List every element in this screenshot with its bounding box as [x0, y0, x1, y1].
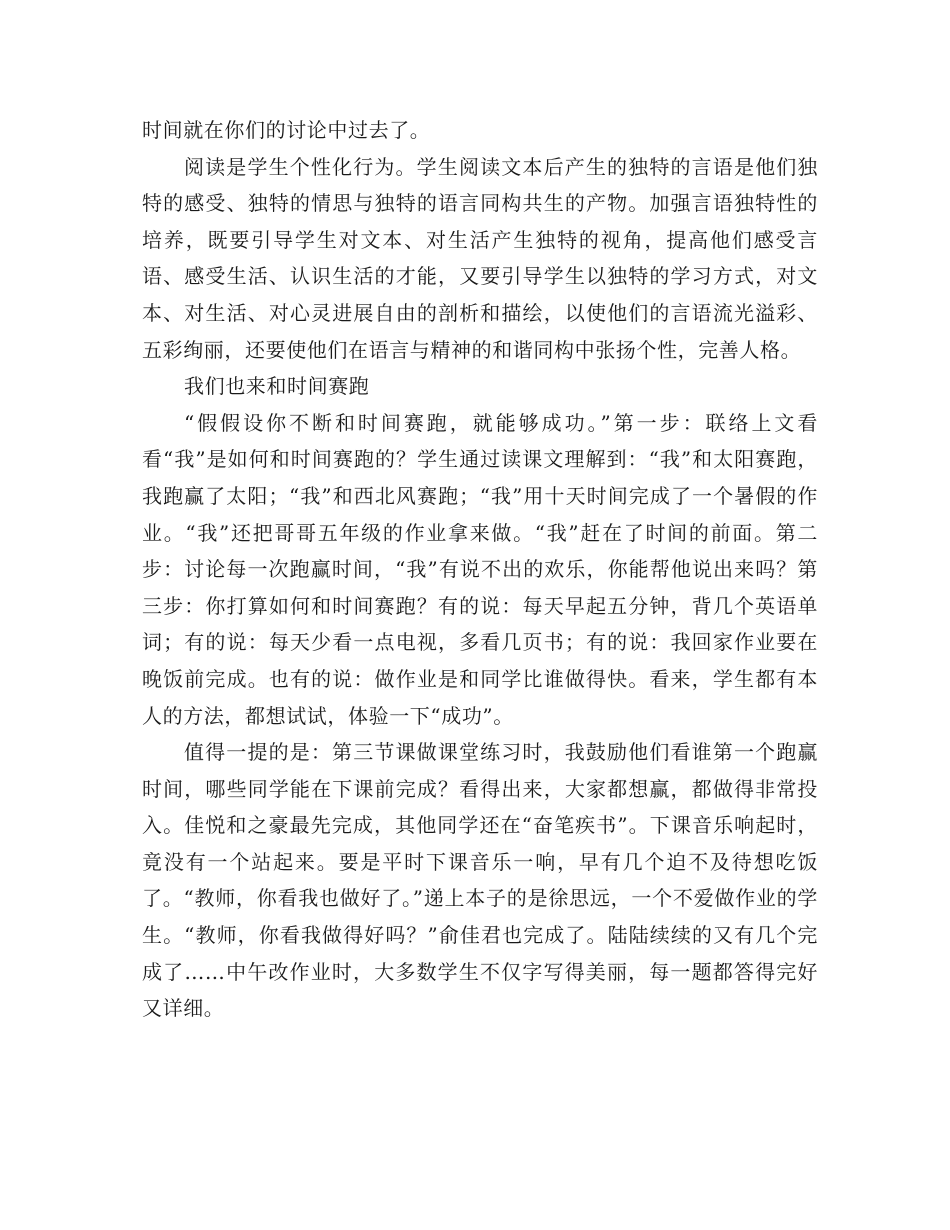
paragraph-reading-individuality: 阅读是学生个性化行为。学生阅读文本后产生的独特的言语是他们独特的感受、独特的情思与独特的语言同构共生的产物。加强言语独特性的培养，既要引导学生对文本、对生活产生独特的视角，提高他们感受言语、感受生活、认识生活的才能，又要引导学生以独特的学习方式，对文本、对生活、对心灵进展自由的剖析和描绘，以使他们的言语流光溢彩、五彩绚丽，还要使他们在语言与精神的和谐同构中张扬个性，完善人格。	[142, 154, 818, 362]
paragraph-race-with-time: “假假设你不断和时间赛跑，就能够成功。”第一步：联络上文看看“我”是如何和时间赛跑的？学生通过读课文理解到：“我”和太阳赛跑，我跑赢了太阳；“我”和西北风赛跑；“我”用十天时间完成了一个暑假的作业。“我”还把哥哥五年级的作业拿来做。“我”赶在了时间的前面。第二步：讨论每一次跑赢时间，“我”有说不出的欢乐，你能帮他说出来吗？第三步：你打算如何和时间赛跑？有的说：每天早起五分钟，背几个英语单词；有的说：每天少看一点电视，多看几页书；有的说：我回家作业要在晚饭前完成。也有的说：做作业是和同学比谁做得快。看来，学生都有本人的方法，都想试试，体验一下“成功”。	[142, 410, 818, 728]
section-heading: 我们也来和时间赛跑	[184, 374, 370, 399]
paragraph-classroom-practice: 值得一提的是：第三节课做课堂练习时，我鼓励他们看谁第一个跑赢时间，哪些同学能在下课前完成？看得出来，大家都想赢，都做得非常投入。佳悦和之豪最先完成，其他同学还在“奋笔疾书”。下课音乐响起时，竟没有一个站起来。要是平时下课音乐一响，早有几个迫不及待想吃饭了。“教师，你看我也做好了。”递上本子的是徐思远，一个不爱做作业的学生。“教师，你看我做得好吗？”俞佳君也完成了。陆陆续续的又有几个完成了……中午改作业时，大多数学生不仅字写得美丽，每一题都答得完好又详细。	[142, 740, 818, 1021]
paragraph-continuation: 时间就在你们的讨论中过去了。	[142, 118, 431, 142]
document-page	[142, 112, 818, 1027]
